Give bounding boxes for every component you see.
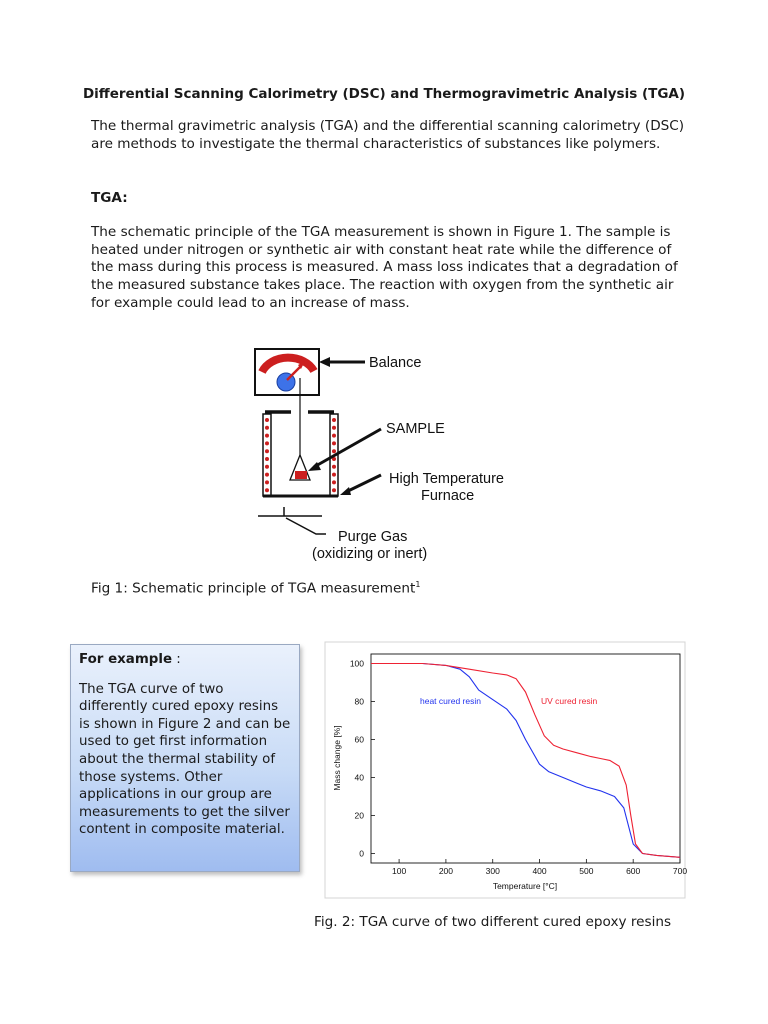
y-tick-label: 40 [354, 772, 364, 783]
heater-coil-dot [265, 441, 269, 445]
example-body-text: The TGA curve of two differently cured epoxy resins is shown in Figure 2 and can be used to get first information about the thermal stability of those systems. Other applications in our group are measurements to get the silver content in composite material. [79, 681, 291, 838]
figure-1-caption-text: Fig 1: Schematic principle of TGA measurement [91, 580, 416, 597]
heater-coil-dot [332, 449, 336, 453]
heater-coil-dot [332, 473, 336, 477]
y-tick-label: 0 [359, 848, 364, 859]
furnace-pointer [340, 475, 381, 495]
heater-coil-dot [332, 465, 336, 469]
heater-coil-dot [332, 488, 336, 492]
heater-coil-dot [332, 480, 336, 484]
tga-paragraph: The schematic principle of the TGA measurement is shown in Figure 1. The sample is heated under nitrogen or synthetic air with constant heat rate while the difference of the mass during this process is measured. A mass loss indicates that a degradation of the measured substance takes place. The reaction with oxygen from the synthetic air for example could lead to an increase of mass. [91, 224, 678, 311]
heater-coil-dot [265, 418, 269, 422]
y-axis-label: Mass change [%] [332, 725, 342, 791]
example-callout-box [70, 644, 300, 872]
y-tick-label: 60 [354, 734, 364, 745]
y-tick-label: 20 [354, 810, 364, 821]
heater-coil-dot [265, 434, 269, 438]
example-heading-label: For example [79, 652, 173, 667]
tga-schematic-figure [250, 340, 550, 570]
document-title: Differential Scanning Calorimetry (DSC) and Thermogravimetric Analysis (TGA) [82, 86, 686, 102]
x-tick-label: 100 [391, 866, 407, 876]
heater-coil-dot [332, 418, 336, 422]
x-tick-label: 200 [438, 866, 454, 876]
balance-housing [255, 349, 319, 395]
x-tick-label: 600 [626, 866, 641, 876]
intro-paragraph: The thermal gravimetric analysis (TGA) and the differential scanning calorimetry (DSC) are methods to investigate the thermal characteristics of substances like polymers. [91, 118, 685, 152]
heater-coil-dot [265, 457, 269, 461]
heater-coil-dot [332, 426, 336, 430]
y-tick-label: 80 [354, 696, 364, 707]
figure-2-caption: Fig. 2: TGA curve of two different cured epoxy resins [314, 914, 672, 930]
furnace-label-line1: High Temperature [389, 471, 504, 487]
purge-gas-label-line1: Purge Gas [338, 529, 408, 545]
heater-coil-dot [332, 434, 336, 438]
purge-gas-label-line2: (oxidizing or inert) [312, 546, 428, 562]
chart-frame [325, 642, 688, 898]
x-tick-label: 300 [485, 866, 500, 876]
figure-1-caption [91, 580, 420, 597]
heater-coil-dot [265, 465, 269, 469]
x-tick-label: 700 [672, 866, 688, 876]
sample [295, 471, 307, 479]
heater-coil-dot [332, 441, 336, 445]
y-tick-label: 100 [349, 658, 364, 669]
x-tick-label: 500 [579, 866, 594, 876]
sample-pointer [308, 429, 381, 471]
purge-gas-pointer [286, 518, 326, 534]
example-heading [79, 651, 291, 669]
series-label-uv-cured: UV cured resin [541, 696, 598, 706]
tga-curve-chart [325, 642, 688, 898]
x-axis-label: Temperature [°C] [492, 881, 558, 891]
sample-label: SAMPLE [386, 421, 445, 437]
balance-pointer [319, 357, 365, 367]
heater-coil-dot [265, 488, 269, 492]
balance-label: Balance [369, 355, 422, 371]
series-label-heat-cured: heat cured resin [420, 696, 481, 706]
heater-coil-dot [265, 449, 269, 453]
heater-coil-dot [265, 480, 269, 484]
example-heading-suffix: : [172, 652, 181, 667]
figure-1-footnote-marker: 1 [415, 580, 421, 589]
heater-coil-dot [265, 473, 269, 477]
furnace-label-line2: Furnace [421, 488, 475, 504]
x-tick-label: 400 [532, 866, 547, 876]
tga-heading: TGA: [91, 190, 128, 206]
heater-coil-dot [265, 426, 269, 430]
